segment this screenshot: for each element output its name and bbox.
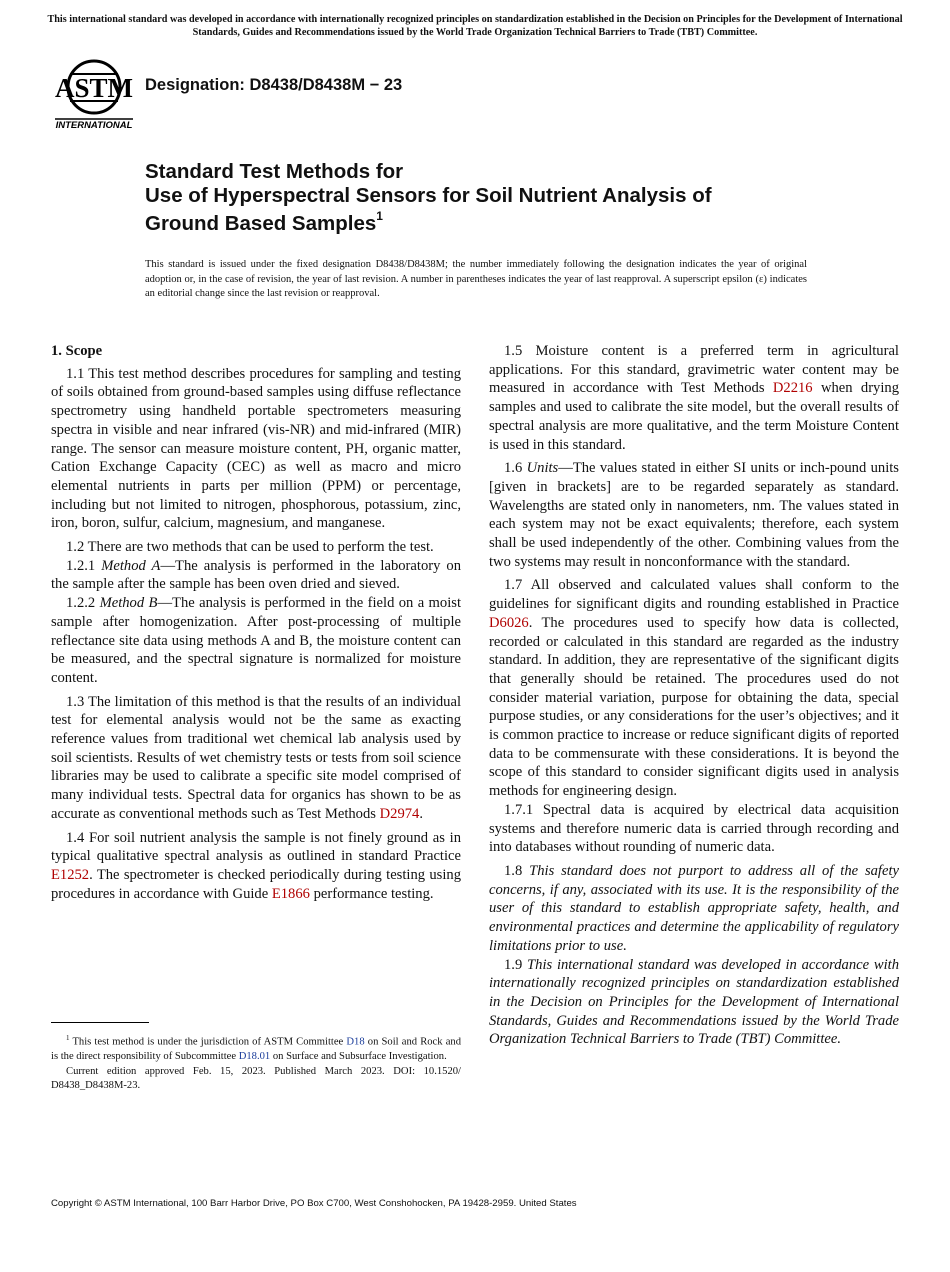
footnote-divider (51, 1022, 149, 1023)
para-1-9: 1.9 This international standard was developed in accordance with internationally recognized principles on standardization established in the Decision on Principles for the Development of International Standards, Guides and Recommendations issued by the World Trade Organization Technical Barriers to Trade (TBT) Committee. (489, 956, 900, 1048)
para-1-1: 1.1 This test method describes procedures for sampling and testing of soils obtained from ground-based samples using diffuse reflectance spectrometry using handheld portable spectrometers measuring spectra in visible and near infrared (vis-NR) and mid-infrared (MIR) range. The sensor can measure moisture content, PH, organic matter, Cation Exchange Capacity (CEC) as well as macro and micro elemental nutrients in parts per million (PPM) or percentage, including but not limited to nitrogen, phosphorous, potassium, zinc, iron, boron, sulfur, calcium, magnesium, and manganese. (51, 365, 461, 532)
footnotes (51, 1031, 461, 1094)
astm-logo (52, 57, 136, 133)
para-1-2-2: 1.2.2 Method B—The analysis is performed in the field on a moist sample after homogenization. After post-processing of multiple reflectance site data using methods A and B, the moisture content can be measured, and the spectral signature is normalized for moisture content. (51, 595, 461, 686)
para-1-4: 1.4 For soil nutrient analysis the sample is not finely ground as in typical qualitative spectral analysis as outlined in standard Practice E1252. The spectrometer is checked periodically during testing using procedures in accordance with Guide E1866 performance testing. (51, 829, 461, 902)
ref-d2216-link[interactable]: D2216 (772, 380, 813, 397)
para-1-6: 1.6 Units—The values stated in either SI units or inch-pound units [given in brackets] are to be regarded separately as standard. Wavelengths are stated only in nanometers, nm. The values stated in each system may not be exact equivalents; therefore, each system shall be used independently of the other. Combining values from the two systems may result in nonconformance with the standard. (489, 460, 899, 570)
astm-logo-icon (52, 57, 136, 133)
subcommittee-d18-01-link[interactable]: D18.01 (238, 1050, 271, 1062)
top-notice: This international standard was developed in accordance with internationally recognized principles on standardization established in the Decision on Principles for the Development of International Standards, Guides and Recommendations issued by the World Trade Organization Technical Barriers to Trade (TBT) Committee. (47, 14, 903, 38)
para-1-2: 1.2 There are two methods that can be used to perform the test. (66, 539, 434, 556)
section-heading-scope: 1. Scope (51, 343, 103, 359)
logo-wordmark: INTERNATIONAL (55, 120, 133, 131)
title-line-1: Standard Test Methods for (145, 160, 404, 183)
footnote-edition: Current edition approved Feb. 15, 2023. Published March 2023. DOI: 10.1520/ D8438_D8438M-23. (51, 1065, 461, 1091)
title-line-3 (145, 207, 865, 235)
right-column (489, 342, 899, 1054)
ref-d2974-link[interactable]: D2974 (379, 805, 420, 822)
title-line-2: Use of Hyperspectral Sensors for Soil Nutrient Analysis of (145, 183, 712, 207)
title-footnote-mark: 1 (376, 209, 383, 223)
designation: Designation: D8438/D8438M − 23 (145, 76, 403, 94)
ref-e1866-link[interactable]: E1866 (271, 885, 310, 902)
footnote-1: $^1$ This test method is under the jurisdiction of ASTM Committee D18 on Soil and Rock and is the direct responsibility of Subcommittee D18.01 on Surface and Subsurface Investigation. (51, 1034, 461, 1062)
committee-d18-link[interactable]: D18 (346, 1036, 365, 1048)
logo-letters: ASTM (54, 73, 134, 103)
issued-note: This standard is issued under the fixed designation D8438/D8438M; the number immediately following the designation indicates the year of original adoption or, in the case of revision, the year of last revision. A number in parentheses indicates the year of last reapproval. A superscript epsilon (ε) indicates an editorial change since the last revision or reapproval. (145, 259, 807, 299)
para-1-7-1: 1.7.1 Spectral data is acquired by electrical data acquisition systems and therefore numeric data is carried through recording and into databases without rounding of numeric data. (489, 801, 899, 856)
page-title (145, 160, 865, 235)
para-1-8: 1.8 This standard does not purport to address all of the safety concerns, if any, associated with its use. It is the responsibility of the user of this standard to establish appropriate safety, health, and environmental practices and determine the applicability of regulatory limitations prior to use. (489, 862, 899, 954)
ref-e1252-link[interactable]: E1252 (51, 866, 90, 883)
para-1-3: 1.3 The limitation of this method is that the results of an individual test for elemental analysis would not be the same as exacting reference values from traditional wet chemical lab analysis used by soil scientists. Results of wet chemistry tests or tests from soil science libraries may be used to calibrate a specific site model comprised of many individual tests. Spectral data for organics has shown to be as accurate as conventional methods such as Test Methods D2974. (51, 693, 461, 822)
para-1-5: 1.5 Moisture content is a preferred term in agricultural applications. For this standard, gravimetric water content may be measured in accordance with Test Methods D2216 when drying samples and used to calibrate the site model, but the overall results of spectral analysis are more qualitative, and the term Moisture Content is used in this standard. (489, 343, 900, 453)
left-column (51, 342, 461, 908)
copyright: Copyright © ASTM International, 100 Barr Harbor Drive, PO Box C700, West Conshohocken, PA 19428-2959. United States (51, 1198, 577, 1209)
title-line-3-text: Ground Based Samples (145, 211, 377, 235)
ref-d6026-link[interactable]: D6026 (489, 614, 529, 631)
para-1-7: 1.7 All observed and calculated values shall conform to the guidelines for significant digits and rounding established in Practice D6026. The procedures used to specify how data is collected, recorded or calculated in this standard are regarded as the industry standard. In addition, they are representative of the significant digits that generally should be retained. The procedures used do not consider material variation, purpose for obtaining the data, special purpose studies, or any considerations for the user’s objectives; and it is common practice to increase or reduce significant digits of reported data to be commensurate with these considerations. It is beyond the scope of this standard to consider significant digits used in analysis methods for engineering design. (489, 577, 899, 800)
para-1-2-1: 1.2.1 Method A—The analysis is performed in the laboratory on the sample after the sample has been oven dried and sieved. (51, 557, 461, 593)
